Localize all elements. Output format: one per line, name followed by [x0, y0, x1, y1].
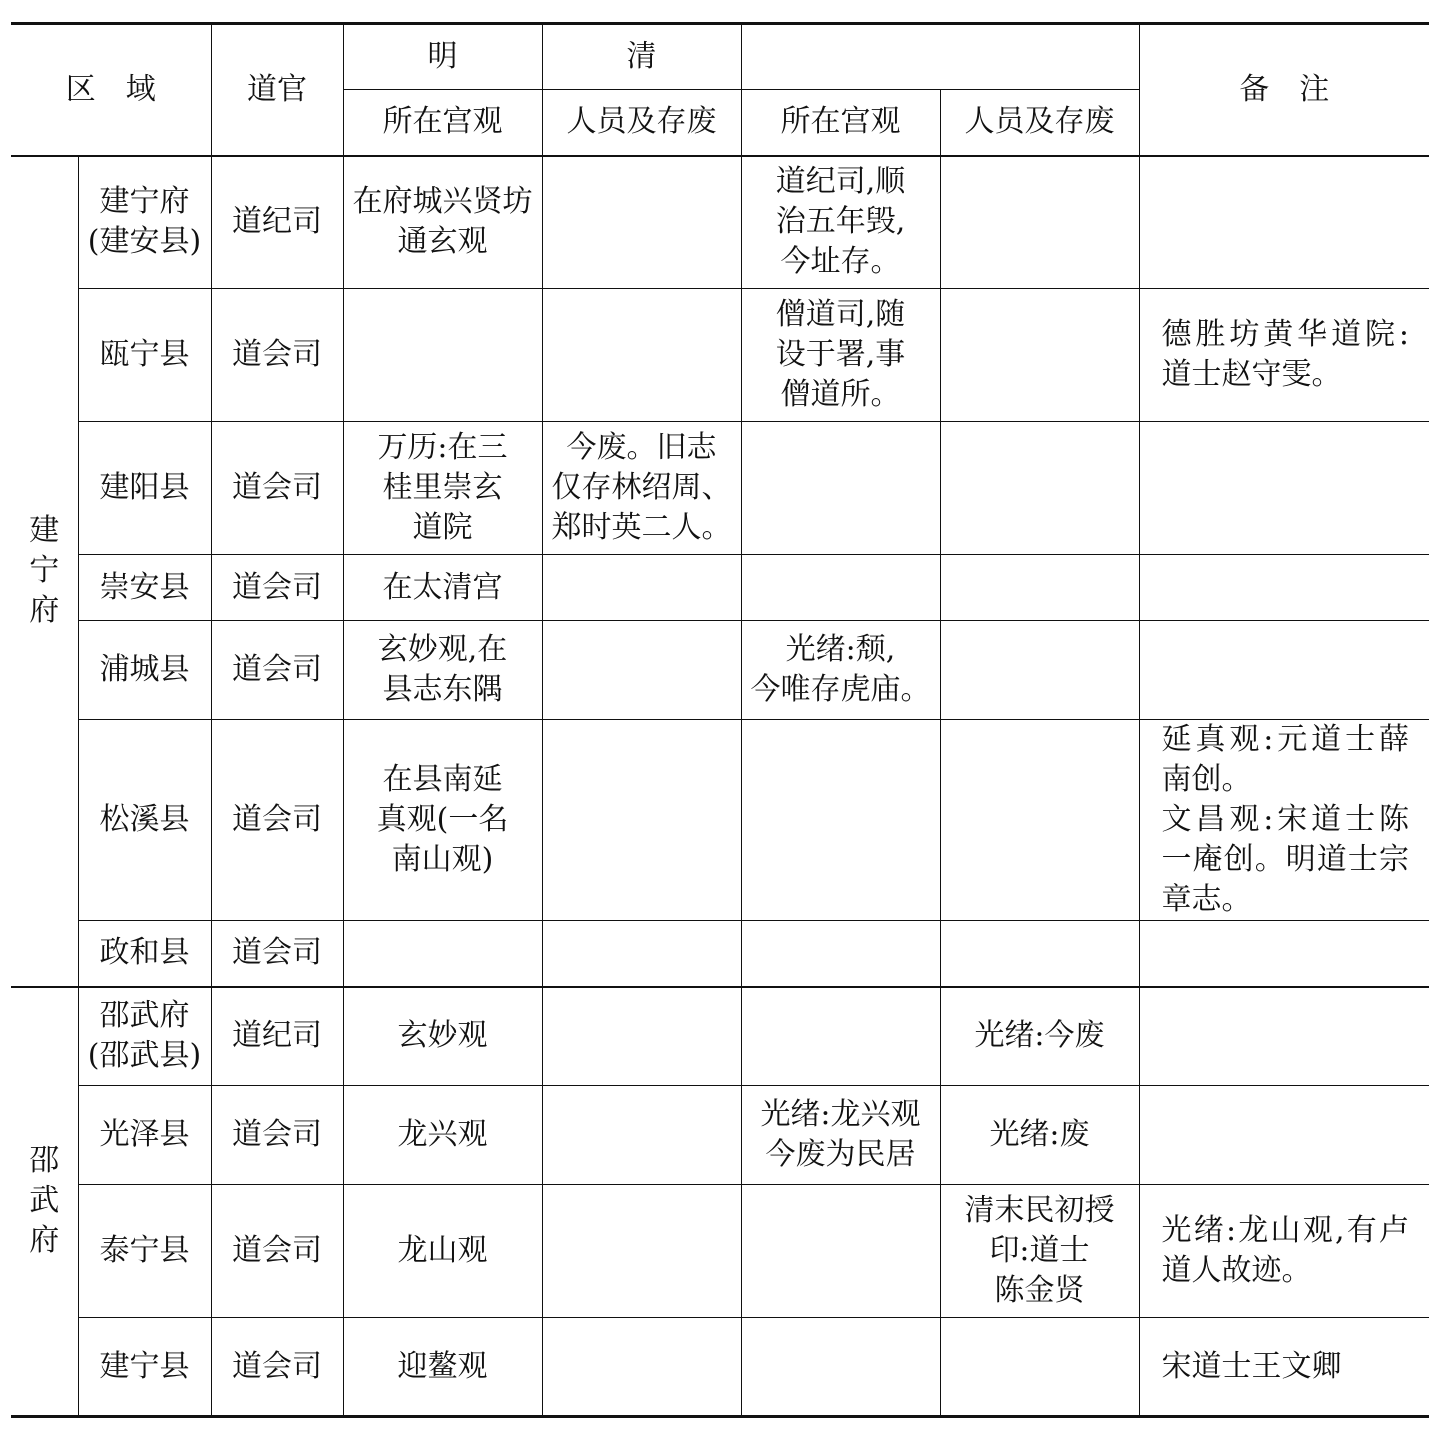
- qing-location-cell: [741, 1318, 940, 1417]
- ming-personnel-cell: [542, 1318, 741, 1417]
- ming-location-cell: 万历:在三 桂里崇玄 道院: [343, 422, 542, 555]
- table-row: [11, 289, 1429, 422]
- qing-personnel-cell: [940, 921, 1139, 987]
- county-cell: 建阳县: [78, 422, 211, 555]
- daoguan-cell: 道会司: [211, 1318, 343, 1417]
- daoguan-cell: 道会司: [211, 422, 343, 555]
- remarks-cell: [1139, 1086, 1429, 1185]
- table-row: [11, 555, 1429, 621]
- ming-location-cell: 龙兴观: [343, 1086, 542, 1185]
- prefecture-cell: 建 宁 府: [11, 156, 78, 987]
- qing-personnel-cell: 清末民初授 印:道士 陈金贤: [940, 1185, 1139, 1318]
- header-daoguan: 道官: [211, 24, 343, 156]
- qing-location-cell: [741, 555, 940, 621]
- ming-personnel-cell: [542, 555, 741, 621]
- daoguan-cell: 道会司: [211, 1185, 343, 1318]
- ming-location-cell: 龙山观: [343, 1185, 542, 1318]
- table-row: [11, 1318, 1429, 1417]
- table-body: [11, 156, 1429, 1417]
- ming-location-cell: [343, 289, 542, 422]
- qing-location-cell: 光绪:龙兴观 今废为民居: [741, 1086, 940, 1185]
- ming-location-cell: 迎鳌观: [343, 1318, 542, 1417]
- remarks-cell: 光绪:龙山观,有卢道人故迹。: [1139, 1185, 1429, 1318]
- ming-location-cell: 在太清宫: [343, 555, 542, 621]
- qing-personnel-cell: [940, 621, 1139, 720]
- ming-location-cell: 玄妙观,在 县志东隅: [343, 621, 542, 720]
- table-row: [11, 720, 1429, 921]
- header-qing-location: 所在宫观: [741, 90, 940, 156]
- qing-personnel-cell: [940, 555, 1139, 621]
- county-cell: 建宁县: [78, 1318, 211, 1417]
- table-row: [11, 1185, 1429, 1318]
- table-row: [11, 1086, 1429, 1185]
- qing-personnel-cell: [940, 720, 1139, 921]
- qing-location-cell: 道纪司,顺 治五年毁, 今址存。: [741, 156, 940, 289]
- remarks-cell: 宋道士王文卿: [1139, 1318, 1429, 1417]
- daoguan-cell: 道会司: [211, 555, 343, 621]
- remarks-cell: 延真观:元道士薛南创。 文昌观:宋道士陈一庵创。明道士宗章志。: [1139, 720, 1429, 921]
- qing-personnel-cell: 光绪:今废: [940, 987, 1139, 1086]
- ming-location-cell: [343, 921, 542, 987]
- daoguan-cell: 道纪司: [211, 156, 343, 289]
- county-cell: 政和县: [78, 921, 211, 987]
- qing-personnel-cell: [940, 422, 1139, 555]
- qing-location-cell: [741, 921, 940, 987]
- table-row: [11, 422, 1429, 555]
- county-cell: 浦城县: [78, 621, 211, 720]
- ming-personnel-cell: [542, 987, 741, 1086]
- daoguan-cell: 道会司: [211, 289, 343, 422]
- county-cell: 泰宁县: [78, 1185, 211, 1318]
- ming-location-cell: 在县南延 真观(一名 南山观): [343, 720, 542, 921]
- prefecture-cell: 邵 武 府: [11, 987, 78, 1417]
- qing-location-cell: [741, 422, 940, 555]
- daoguan-cell: 道会司: [211, 921, 343, 987]
- qing-location-cell: 光绪:颓, 今唯存虎庙。: [741, 621, 940, 720]
- remarks-cell: [1139, 422, 1429, 555]
- header-ming-location: 所在宫观: [343, 90, 542, 156]
- ming-personnel-cell: 今废。旧志 仅存林绍周、 郑时英二人。: [542, 422, 741, 555]
- qing-personnel-cell: [940, 156, 1139, 289]
- header-qing: 清: [542, 24, 741, 90]
- header-blank: [741, 24, 1139, 90]
- ming-personnel-cell: [542, 921, 741, 987]
- header-remarks: 备 注: [1139, 24, 1429, 156]
- qing-personnel-cell: [940, 289, 1139, 422]
- ming-personnel-cell: [542, 1185, 741, 1318]
- qing-location-cell: 僧道司,随 设于署,事 僧道所。: [741, 289, 940, 422]
- county-cell: 崇安县: [78, 555, 211, 621]
- ming-location-cell: 玄妙观: [343, 987, 542, 1086]
- header-ming-personnel: 人员及存废: [542, 90, 741, 156]
- remarks-cell: [1139, 621, 1429, 720]
- qing-location-cell: [741, 720, 940, 921]
- remarks-cell: [1139, 921, 1429, 987]
- header-region: 区 域: [11, 24, 211, 156]
- ming-location-cell: 在府城兴贤坊 通玄观: [343, 156, 542, 289]
- header-ming: 明: [343, 24, 542, 90]
- daoguan-table: [11, 22, 1429, 1418]
- table-row: [11, 921, 1429, 987]
- table-row: [11, 156, 1429, 289]
- county-cell: 松溪县: [78, 720, 211, 921]
- daoguan-cell: 道会司: [211, 720, 343, 921]
- qing-location-cell: [741, 1185, 940, 1318]
- qing-location-cell: [741, 987, 940, 1086]
- county-cell: 光泽县: [78, 1086, 211, 1185]
- header-qing-personnel: 人员及存废: [940, 90, 1139, 156]
- qing-personnel-cell: 光绪:废: [940, 1086, 1139, 1185]
- ming-personnel-cell: [542, 621, 741, 720]
- remarks-cell: [1139, 555, 1429, 621]
- county-cell: 瓯宁县: [78, 289, 211, 422]
- daoguan-cell: 道会司: [211, 621, 343, 720]
- remarks-cell: 德胜坊黄华道院:道士赵守雯。: [1139, 289, 1429, 422]
- remarks-cell: [1139, 156, 1429, 289]
- table-row: [11, 621, 1429, 720]
- ming-personnel-cell: [542, 289, 741, 422]
- qing-personnel-cell: [940, 1318, 1139, 1417]
- remarks-cell: [1139, 987, 1429, 1086]
- ming-personnel-cell: [542, 1086, 741, 1185]
- header-row-1: [11, 24, 1429, 90]
- daoguan-cell: 道会司: [211, 1086, 343, 1185]
- ming-personnel-cell: [542, 156, 741, 289]
- ming-personnel-cell: [542, 720, 741, 921]
- county-cell: 建宁府 (建安县): [78, 156, 211, 289]
- daoguan-cell: 道纪司: [211, 987, 343, 1086]
- table-row: [11, 987, 1429, 1086]
- county-cell: 邵武府 (邵武县): [78, 987, 211, 1086]
